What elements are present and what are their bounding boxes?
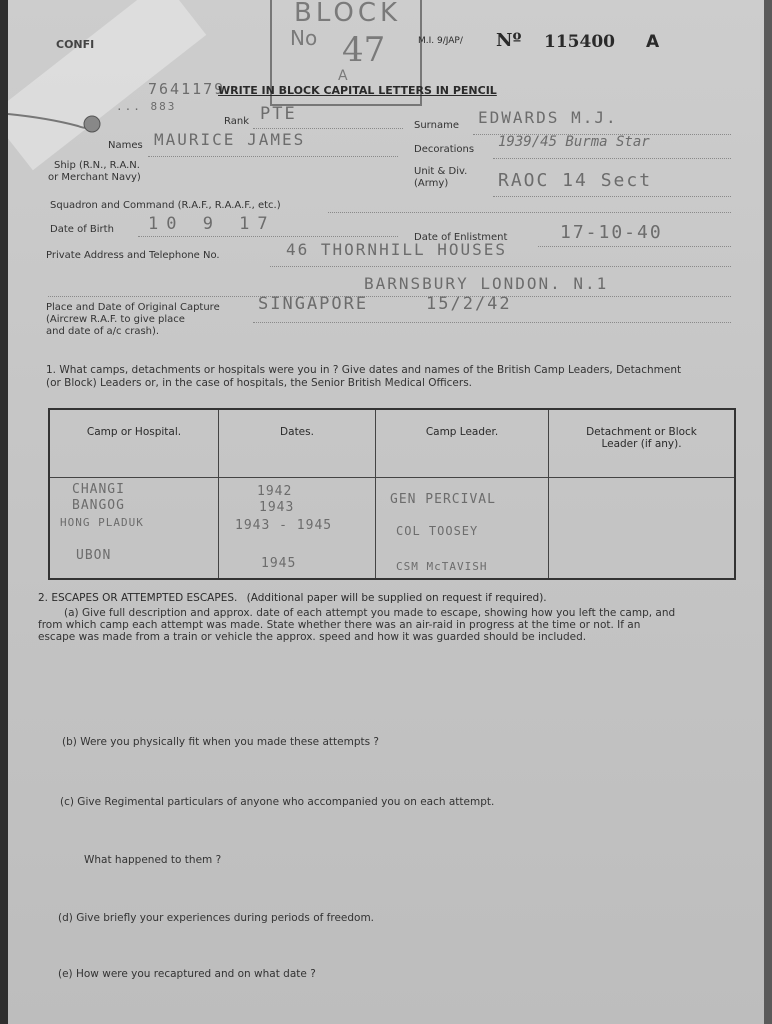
- stamp-number: 47: [342, 30, 386, 70]
- ship-label: Ship (R.N., R.A.N.: [54, 160, 140, 171]
- instruction-heading: WRITE IN BLOCK CAPITAL LETTERS IN PENCIL: [218, 84, 497, 97]
- ship-label-2: or Merchant Navy): [48, 172, 141, 183]
- unit-label-2: (Army): [414, 178, 449, 189]
- service-number-2: ... 883: [116, 100, 177, 113]
- unit-label: Unit & Div.: [414, 166, 468, 177]
- camp-entry: BANGOG: [72, 498, 125, 513]
- question-2a: (a) Give full description and approx. date of each attempt you made to escape, showing how you left the camp, and: [64, 607, 676, 619]
- surname-label: Surname: [414, 120, 459, 131]
- decorations-label: Decorations: [414, 144, 475, 155]
- question-2c: (c) Give Regimental particulars of anyone who accompanied you on each attempt.: [60, 796, 495, 808]
- question-2a-line3: escape was made from a train or vehicle the approx. speed and how it was guarded should be included.: [38, 631, 587, 643]
- rank-line: [253, 128, 403, 129]
- form-number: 115400: [544, 32, 615, 52]
- question-2-heading: [38, 592, 547, 604]
- camp-table: [48, 408, 736, 580]
- rank-value: PTE: [260, 104, 297, 124]
- capture-label-3: and date of a/c crash).: [46, 326, 160, 337]
- stamp-no-text: No: [290, 26, 318, 50]
- address-label: Private Address and Telephone No.: [46, 250, 220, 261]
- enlistment-line: [538, 246, 731, 247]
- leader-cell: [376, 478, 549, 580]
- camp-entry: CHANGI: [72, 482, 125, 497]
- form-suffix: A: [646, 32, 660, 52]
- dob-label: Date of Birth: [50, 224, 114, 235]
- address-line-rule-2: [48, 296, 731, 297]
- date-entry: 1945: [261, 556, 297, 571]
- camp-cell: [49, 478, 219, 580]
- date-entry: 1943 - 1945: [235, 518, 333, 533]
- question-2e: (e) How were you recaptured and on what date ?: [58, 968, 316, 980]
- left-edge: [0, 0, 8, 1024]
- date-entry: 1942: [257, 484, 293, 499]
- capture-label-2: (Aircrew R.A.F. to give place: [46, 314, 185, 325]
- enlistment-value: 17-10-40: [560, 222, 663, 243]
- enlistment-label: Date of Enlistment: [414, 232, 508, 243]
- escapes-heading: 2. ESCAPES OR ATTEMPTED ESCAPES.: [38, 592, 238, 604]
- right-edge: [764, 0, 772, 1024]
- header-camp-leader: Camp Leader.: [376, 409, 549, 478]
- rank-label: Rank: [224, 116, 249, 127]
- question-1-text-2: (or Block) Leaders or, in the case of hospitals, the Senior British Medical Officers.: [46, 377, 473, 389]
- surname-value: EDWARDS M.J.: [478, 108, 618, 127]
- dob-line: [138, 236, 398, 237]
- form-reference: M.I. 9/JAP/: [418, 36, 463, 46]
- confidential-label: CONFI: [56, 38, 95, 51]
- squadron-label: Squadron and Command (R.A.F., R.A.A.F., etc.): [50, 200, 281, 211]
- leader-entry: GEN PERCIVAL: [390, 492, 496, 507]
- question-2c-followup: What happened to them ?: [84, 854, 222, 866]
- tag-string: [8, 110, 108, 138]
- camp-entry: UBON: [76, 548, 112, 563]
- question-2d: (d) Give briefly your experiences during periods of freedom.: [58, 912, 375, 924]
- camp-table-row: [49, 478, 735, 580]
- leader-entry: CSM McTAVISH: [396, 560, 488, 573]
- capture-place: SINGAPORE: [258, 294, 369, 314]
- capture-label: Place and Date of Original Capture: [46, 302, 220, 313]
- header-detachment-leader: Detachment or Block Leader (if any).: [549, 409, 736, 478]
- stamp-block-text: BLOCK: [294, 0, 402, 28]
- question-2b: (b) Were you physically fit when you made these attempts ?: [62, 736, 379, 748]
- question-2a-line2: from which camp each attempt was made. State whether there was an air-raid in progress at the time or not. If an: [38, 619, 641, 631]
- camp-entry: HONG PLADUK: [60, 516, 144, 529]
- unit-value: RAOC 14 Sect: [498, 170, 653, 191]
- names-label: Names: [108, 140, 143, 151]
- capture-line: [253, 322, 731, 323]
- unit-line: [493, 196, 731, 197]
- decorations-value: 1939/45 Burma Star: [498, 134, 650, 150]
- number-prefix: Nº: [496, 30, 522, 51]
- form-sheet: [8, 0, 764, 1024]
- dob-value: 10 9 17: [148, 214, 276, 234]
- camp-table-header: [49, 409, 735, 478]
- detachment-cell: [549, 478, 736, 580]
- capture-date: 15/2/42: [426, 294, 512, 314]
- leader-entry: COL TOOSEY: [396, 524, 479, 538]
- service-number: 7641179: [148, 80, 226, 98]
- address-line-2: BARNSBURY LONDON. N.1: [364, 274, 609, 293]
- address-line-1: 46 THORNHILL HOUSES: [286, 240, 508, 259]
- stamp-letter: A: [338, 68, 348, 84]
- header-dates: Dates.: [219, 409, 376, 478]
- escapes-note: (Additional paper will be supplied on request if required).: [246, 592, 547, 604]
- dates-cell: [219, 478, 376, 580]
- names-value: MAURICE JAMES: [154, 130, 306, 149]
- date-entry: 1943: [259, 500, 295, 515]
- question-1-text: 1. What camps, detachments or hospitals were you in ? Give dates and names of the British Camp Leaders, Detachment: [46, 364, 682, 376]
- squadron-line: [328, 212, 731, 213]
- header-camp: Camp or Hospital.: [49, 409, 219, 478]
- address-line-rule-1: [270, 266, 731, 267]
- names-line: [148, 156, 398, 157]
- decorations-line: [493, 158, 731, 159]
